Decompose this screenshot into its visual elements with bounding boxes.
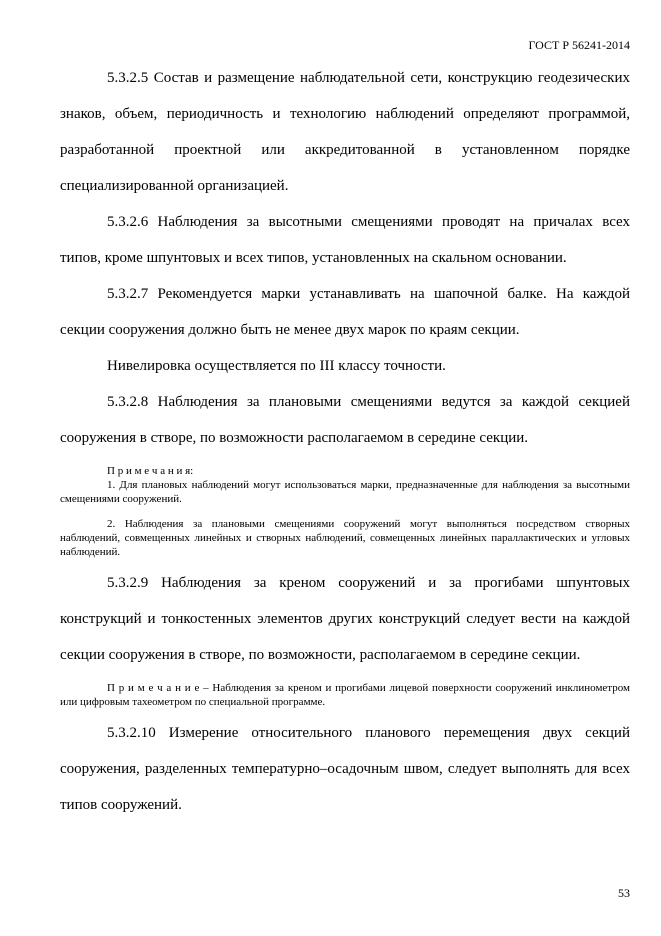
paragraph-5-3-2-5: 5.3.2.5 Состав и размещение наблюдательной сети, конструкцию геодезических знаков, объем, периодичность и технологию наблюдений определяют программой, разработанной проектной или аккредитованной в установленном порядке специализированной организацией.	[60, 70, 630, 194]
paragraph-5-3-2-7: 5.3.2.7 Рекомендуется марки устанавливать на шапочной балке. На каждой секции сооружения должно быть не менее двух марок по краям секции.	[60, 286, 630, 338]
page-footer	[60, 886, 630, 900]
notes-heading: П р и м е ч а н и я:	[107, 465, 194, 477]
paragraph-leveling: Нивелировка осуществляется по III классу точности.	[107, 358, 446, 374]
paragraph-5-3-2-10: 5.3.2.10 Измерение относительного планового перемещения двух секций сооружения, разделенных температурно–осадочным швом, следует выполнять для всех типов сооружений.	[60, 725, 630, 813]
paragraph-5-3-2-6: 5.3.2.6 Наблюдения за высотными смещениями проводят на причалах всех типов, кроме шпунтовых и всех типов, установленных на скальном основании.	[60, 214, 630, 266]
paragraph-5-3-2-9: 5.3.2.9 Наблюдения за креном сооружений и за прогибами шпунтовых конструкций и тонкостенных элементов других конструкций следует вести на каждой секции сооружения в створе, по возможности, располагаемом в середине секции.	[60, 575, 630, 663]
document-body	[60, 60, 630, 823]
note-item-2: 2. Наблюдения за плановыми смещениями сооружений могут выполняться посредством створных наблюдений, совмещенных линейных и створных наблюдений, совмещенных линейных параллактических и угловых наблюдений.	[60, 518, 630, 558]
note-single: П р и м е ч а н и е – Наблюдения за креном и прогибами лицевой поверхности сооружений инклинометром или цифровым тахеометром по специальной программе.	[60, 682, 630, 708]
notes-block	[60, 464, 630, 559]
paragraph-5-3-2-8: 5.3.2.8 Наблюдения за плановыми смещениями ведутся за каждой секцией сооружения в створе, по возможности располагаемом в середине секции.	[60, 394, 630, 446]
document-code: ГОСТ Р 56241-2014	[528, 38, 630, 52]
page-header	[60, 38, 630, 52]
note-item-1: 1. Для плановых наблюдений могут использоваться марки, предназначенные для наблюдения за высотными смещениями сооружений.	[60, 479, 630, 505]
single-note-block	[60, 681, 630, 709]
page-number: 53	[618, 886, 630, 900]
